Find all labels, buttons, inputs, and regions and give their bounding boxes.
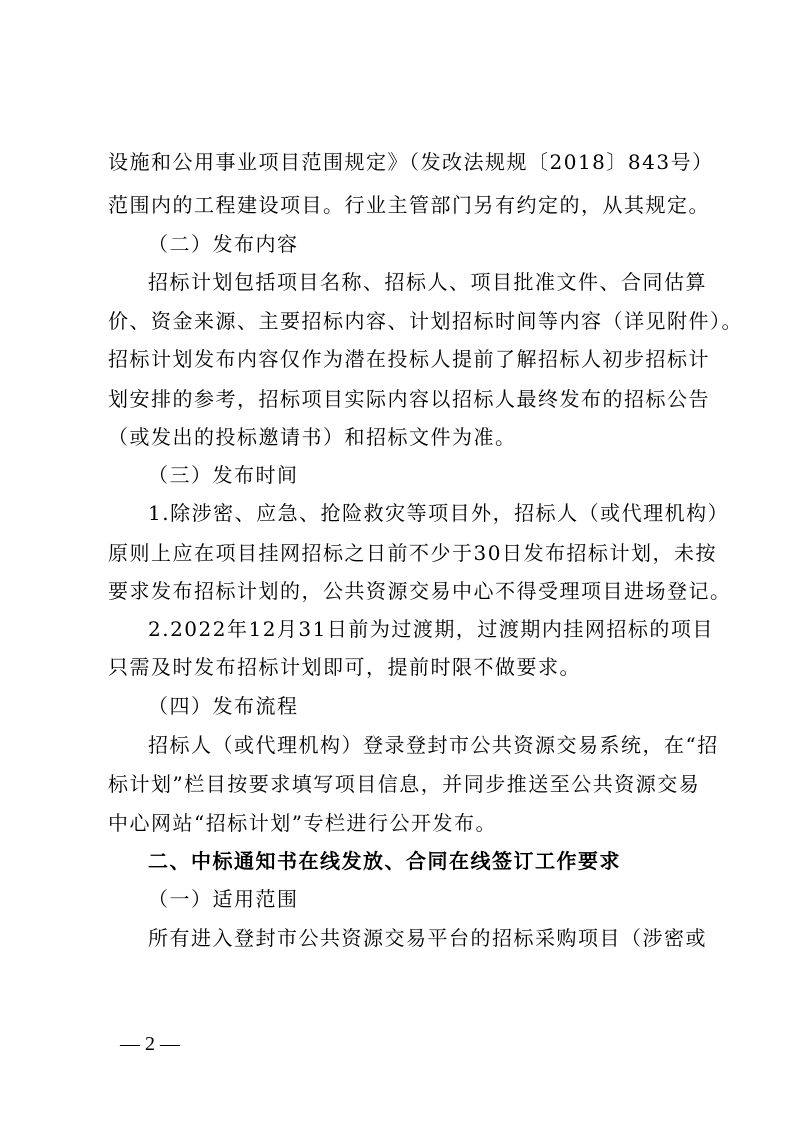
section-heading: （一）适用范围 — [148, 887, 299, 911]
paragraph-line: 价、资金来源、主要招标内容、计划招标时间等内容（详见附件）。 — [108, 309, 743, 333]
paragraph-line: 招标计划发布内容仅作为潜在投标人提前了解招标人初步招标计 — [108, 347, 710, 371]
page-number: — 2 — — [120, 1033, 180, 1055]
paragraph-line: 原则上应在项目挂网招标之日前不少于30日发布招标计划，未按 — [108, 541, 717, 565]
paragraph-line: 标计划”栏目按要求填写项目信息，并同步推送至公共资源交易 — [108, 772, 701, 796]
paragraph-line: 2.2022年12月31日前为过渡期，过渡期内挂网招标的项目 — [148, 617, 714, 641]
paragraph-line: 范围内的工程建设项目。行业主管部门另有约定的，从其规定。 — [108, 193, 710, 217]
paragraph-line: 1.除涉密、应急、抢险救灾等项目外，招标人（或代理机构） — [148, 501, 730, 525]
paragraph-line: 要求发布招标计划的，公共资源交易中心不得受理项目进场登记。 — [108, 579, 732, 603]
section-heading: （三）发布时间 — [148, 463, 299, 487]
section-heading: （二）发布内容 — [148, 232, 299, 256]
paragraph-line: 划安排的参考，招标项目实际内容以招标人最终发布的招标公告 — [108, 387, 710, 411]
paragraph-line: 设施和公用事业项目范围规定》（发改法规规〔2018〕843号） — [108, 150, 714, 174]
paragraph-line: 只需及时发布招标计划即可，提前时限不做要求。 — [108, 655, 581, 679]
chapter-heading: 二、中标通知书在线发放、合同在线签订工作要求 — [148, 849, 621, 873]
paragraph-line: 所有进入登封市公共资源交易平台的招标采购项目（涉密或 — [148, 926, 707, 950]
paragraph-line: 招标计划包括项目名称、招标人、项目批准文件、合同估算 — [148, 270, 707, 294]
paragraph-line: （或发出的投标邀请书）和招标文件为准。 — [108, 425, 517, 449]
section-heading: （四）发布流程 — [148, 694, 299, 718]
paragraph-line: 招标人（或代理机构）登录登封市公共资源交易系统，在“招 — [148, 733, 719, 757]
paragraph-line: 中心网站“招标计划”专栏进行公开发布。 — [108, 811, 497, 835]
